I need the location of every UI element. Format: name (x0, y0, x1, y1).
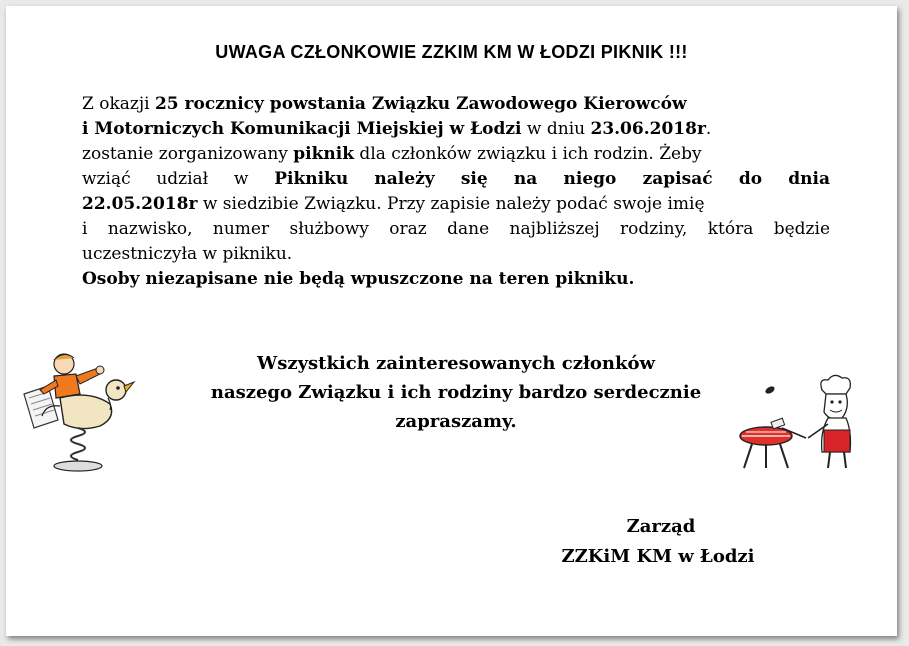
invitation-line-1: Wszystkich zainteresowanych członków (257, 353, 655, 374)
text-run: wziąć udział w (82, 169, 275, 189)
paragraph-line-2 (82, 117, 830, 142)
child-on-spring-rider-icon (20, 346, 138, 474)
invitation-text (146, 349, 766, 436)
text-run: Z okazji (82, 94, 155, 114)
paragraph-line-5 (82, 192, 830, 217)
announcement-paragraph (82, 92, 830, 292)
anniversary-text: 25 rocznicy powstania Związku Zawodowego Kierowców (154, 94, 687, 114)
paragraph-line-7: uczestniczyła w pikniku. (82, 244, 293, 264)
picnic-date: 23.06.2018r (590, 119, 706, 139)
paragraph-line-1 (82, 92, 830, 117)
chef-grilling-icon (722, 372, 870, 472)
text-run: dla członków związku i ich rodzin. Żeby (354, 144, 702, 164)
picnic-word: piknik (293, 144, 355, 164)
entry-warning: Osoby niezapisane nie będą wpuszczone na teren pikniku. (82, 269, 635, 289)
paragraph-line-3 (82, 142, 830, 167)
paragraph-line-6: i nazwisko, numer służbowy oraz dane najbliższej rodziny, która będzie (82, 219, 830, 239)
invitation-line-2: naszego Związku i ich rodziny bardzo serdecznie (210, 382, 702, 403)
text-run: . (705, 119, 712, 139)
invitation-line-3: zapraszamy. (395, 411, 517, 432)
text-run: zostanie zorganizowany (82, 144, 294, 164)
text-run: w dniu (521, 119, 591, 139)
document-title: UWAGA CZŁONKOWIE ZZKIM KM W ŁODZI PIKNIK !!! (215, 42, 688, 62)
signature-board: Zarząd (626, 516, 696, 537)
registration-text: Pikniku należy się na niego zapisać do dnia (274, 169, 830, 189)
document-page (6, 6, 897, 636)
signature-organization: ZZKiM KM w Łodzi (561, 546, 755, 567)
paragraph-line-4 (82, 167, 830, 192)
union-name-text: i Motorniczych Komunikacji Miejskiej w Łodzi (82, 119, 522, 139)
registration-deadline: 22.05.2018r (82, 194, 198, 214)
text-run: w siedzibie Związku. Przy zapisie należy podać swoje imię (197, 194, 705, 214)
